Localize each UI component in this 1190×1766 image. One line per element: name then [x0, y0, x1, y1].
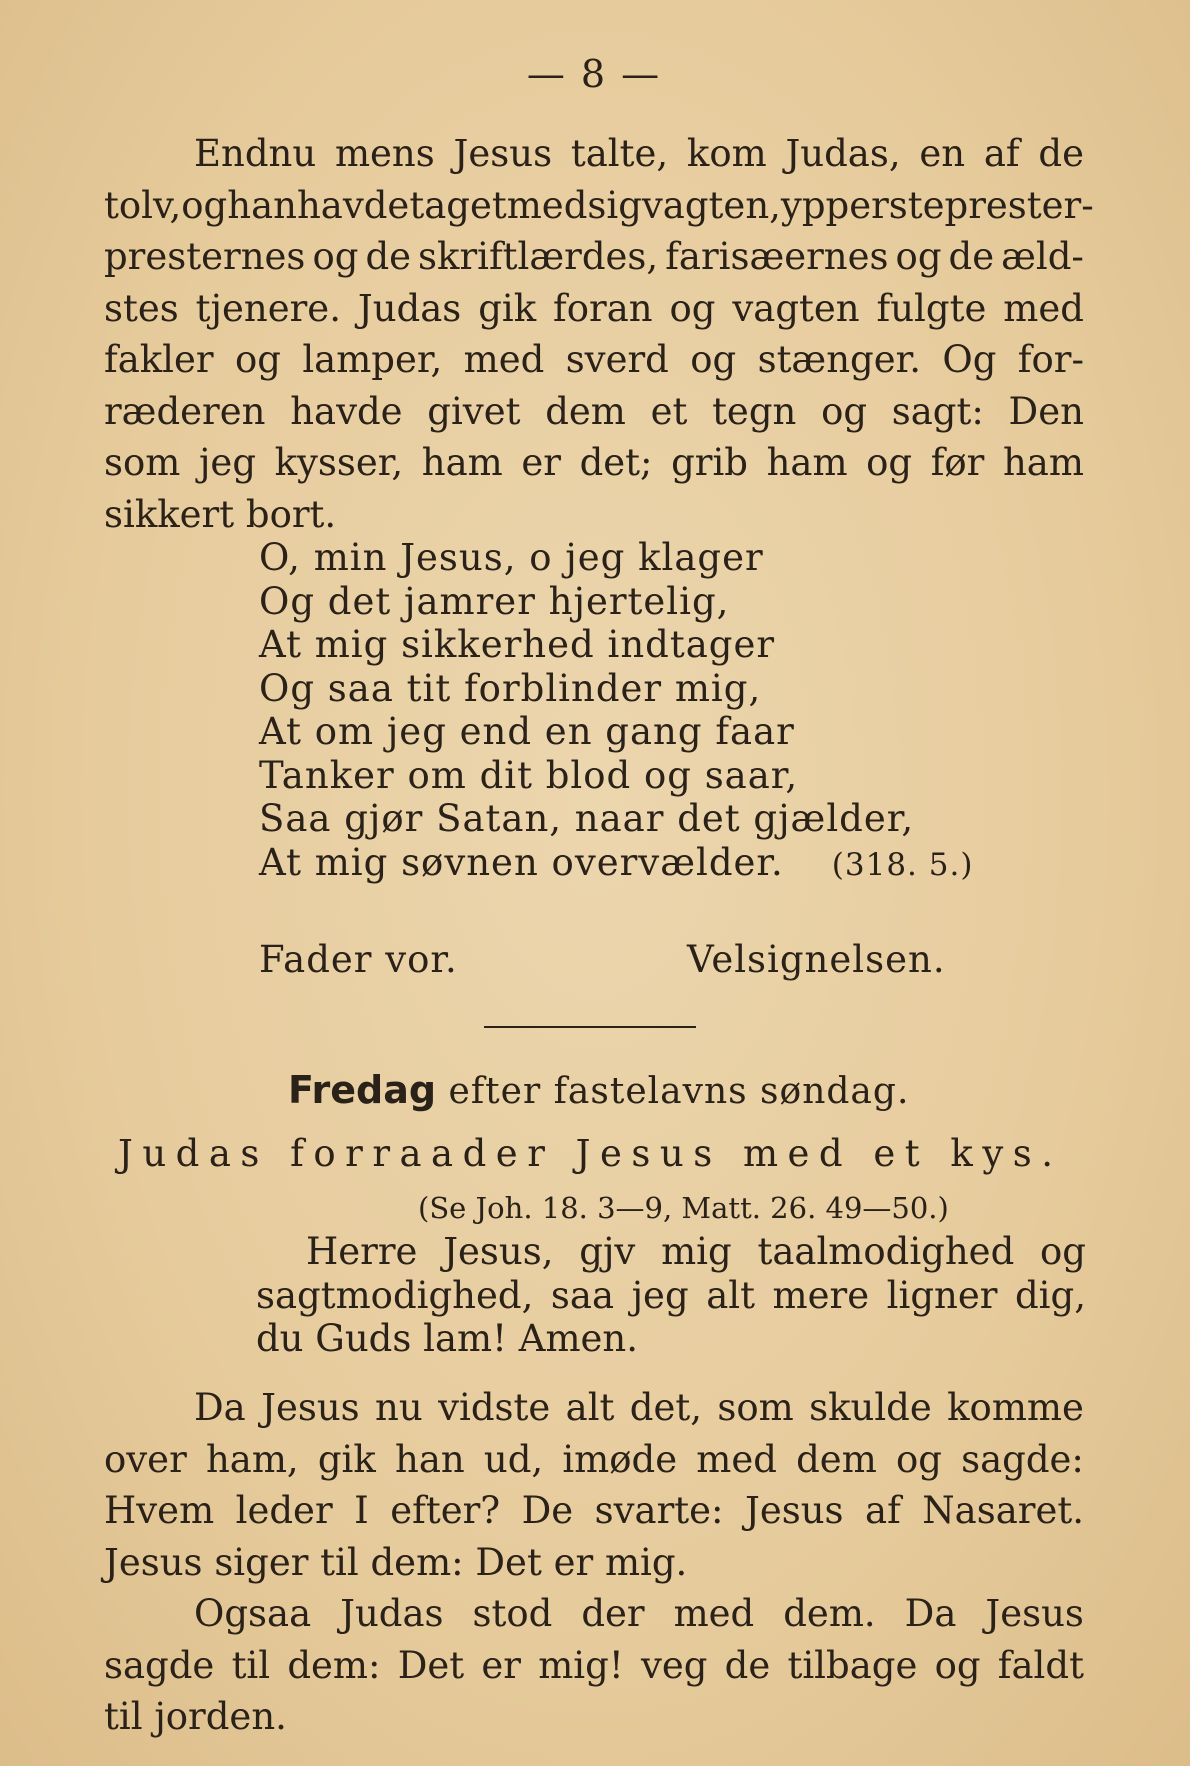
- word: sagde:: [961, 1437, 1084, 1481]
- passage-arrest-body: [104, 128, 1094, 540]
- word: farisæernes: [665, 235, 889, 278]
- word: som: [104, 441, 181, 484]
- word: de: [1038, 132, 1084, 175]
- word: til: [231, 1643, 271, 1687]
- word: et: [650, 389, 688, 433]
- velsignelsen-label: Velsignelsen.: [687, 938, 946, 981]
- word: han: [227, 183, 297, 227]
- text-line: [104, 1640, 1084, 1692]
- word: og: [934, 1643, 981, 1687]
- word: tolv,: [104, 183, 182, 227]
- hymn-line: At om jeg end en gang faar: [259, 710, 795, 753]
- word: Ogsaa: [194, 1592, 312, 1635]
- word: Jesus: [453, 132, 553, 175]
- word: havde: [296, 183, 410, 227]
- text-line: [104, 334, 1084, 386]
- word: skulde: [809, 1386, 932, 1429]
- word: og: [669, 286, 716, 330]
- word: af: [983, 132, 1020, 175]
- word: Guds: [315, 1317, 412, 1360]
- word: til: [320, 1540, 359, 1584]
- word: over: [104, 1437, 187, 1481]
- word: Det: [475, 1540, 542, 1584]
- word: bort.: [245, 492, 337, 536]
- word: stes: [104, 286, 179, 330]
- word: Da: [194, 1386, 246, 1429]
- word: før: [930, 441, 985, 484]
- hymn-reference: (318. 5.): [831, 846, 974, 883]
- text-line: [104, 1485, 1084, 1537]
- text-line: [104, 231, 1084, 283]
- word: ham,: [205, 1437, 299, 1481]
- section-heading: [288, 1068, 1088, 1114]
- prayer-line: [256, 1317, 1086, 1361]
- hymn-line: O, min Jesus, o jeg klager: [259, 536, 764, 579]
- word: ud,: [483, 1437, 544, 1481]
- word: Da: [904, 1592, 957, 1635]
- passage-whom-seek: [104, 1382, 1084, 1588]
- word: mig.: [604, 1540, 688, 1584]
- word: mig: [661, 1230, 732, 1273]
- word: dig,: [1015, 1273, 1086, 1317]
- word: du: [256, 1317, 304, 1360]
- word: veg: [640, 1643, 708, 1687]
- word: og: [821, 389, 868, 433]
- text-line: [104, 1691, 1084, 1743]
- word: dem:: [370, 1540, 464, 1584]
- word: Jesus: [985, 1592, 1084, 1635]
- text-line: [104, 1434, 1084, 1486]
- word: sikkert: [104, 492, 235, 536]
- prayer-line: [256, 1230, 1086, 1274]
- word: ligner: [886, 1273, 998, 1317]
- word: talte,: [570, 132, 669, 175]
- word: alt: [565, 1386, 615, 1429]
- section-title-rest: efter fastelavns søndag.: [448, 1071, 910, 1112]
- word: mig!: [538, 1643, 624, 1687]
- hymn-line: Og saa tit forblinder mig,: [259, 666, 762, 710]
- word: stod: [472, 1592, 553, 1635]
- word: alt: [706, 1273, 755, 1317]
- word: er: [481, 1643, 521, 1687]
- word: svarte:: [594, 1489, 724, 1532]
- text-line: [104, 180, 1094, 232]
- word: de: [365, 235, 412, 278]
- word: Jesus,: [443, 1230, 554, 1273]
- word: med: [506, 183, 588, 227]
- word: taget: [409, 183, 507, 227]
- word: ham: [1002, 441, 1084, 484]
- word: taalmodighed: [757, 1230, 1015, 1273]
- text-line: [104, 283, 1084, 335]
- word: der: [581, 1592, 645, 1635]
- word: vagten: [732, 286, 860, 330]
- word: Nasaret.: [922, 1489, 1084, 1532]
- word: ham: [766, 441, 848, 484]
- word: Den: [1008, 389, 1084, 433]
- word: og: [866, 441, 913, 484]
- word: siger: [214, 1540, 309, 1584]
- hymn-line: Saa gjør Satan, naar det gjælder,: [259, 797, 915, 840]
- word: Herre: [306, 1230, 418, 1273]
- word: Det: [397, 1643, 465, 1687]
- text-line: [104, 437, 1084, 489]
- word: Og: [942, 338, 997, 381]
- word: sagt:: [891, 389, 984, 433]
- hymn-verse: [259, 536, 1059, 887]
- word: med: [673, 1592, 755, 1635]
- word: vagten,: [641, 183, 781, 227]
- word: mens: [334, 132, 435, 175]
- word: Endnu: [194, 132, 317, 175]
- word: I: [354, 1489, 369, 1532]
- word: og: [181, 183, 228, 227]
- word: Judas: [357, 286, 462, 330]
- word: leder: [235, 1489, 333, 1532]
- word: Jesus: [261, 1386, 360, 1429]
- word: de: [724, 1643, 771, 1687]
- hymn-line: At mig sikkerhed indtager: [259, 623, 776, 666]
- hymn-line-last: [259, 841, 1059, 888]
- word: er: [553, 1540, 594, 1584]
- word: æld-: [1001, 235, 1084, 278]
- word: han: [394, 1437, 465, 1481]
- word: tegn: [712, 389, 797, 433]
- word: kom: [686, 132, 767, 175]
- word: ræderen: [104, 389, 266, 433]
- word: imøde: [562, 1437, 678, 1481]
- word: stænger.: [757, 338, 922, 381]
- text-line: [104, 1588, 1084, 1640]
- word: havde: [290, 389, 403, 433]
- word: De: [521, 1489, 574, 1532]
- word: og: [690, 338, 737, 381]
- book-page: [104, 40, 1094, 1740]
- word: til: [104, 1695, 143, 1738]
- word: presternes: [104, 235, 306, 278]
- word: dem:: [287, 1643, 381, 1687]
- passage-fell-back: [104, 1588, 1084, 1743]
- word: fulgte: [876, 286, 987, 330]
- word: det;: [579, 441, 653, 484]
- word: tjenere.: [195, 286, 341, 330]
- fader-vor-label: Fader vor.: [259, 938, 458, 981]
- word: gik: [317, 1437, 376, 1481]
- hymn-line: Og det jamrer hjertelig,: [259, 579, 730, 623]
- text-line: [104, 128, 1084, 180]
- section-divider: [484, 1026, 696, 1028]
- word: skriftlærdes,: [418, 235, 659, 278]
- word: mere: [772, 1273, 870, 1317]
- word: komme: [947, 1386, 1084, 1429]
- word: Jesus: [104, 1540, 203, 1584]
- word: som: [717, 1386, 794, 1429]
- word: vidste: [438, 1386, 551, 1429]
- word: og: [234, 338, 281, 381]
- word: fakler: [104, 338, 214, 381]
- word: og: [312, 235, 359, 278]
- section-day: Fredag: [288, 1068, 437, 1112]
- text-line: [104, 386, 1084, 438]
- word: Amen.: [518, 1317, 639, 1360]
- word: nu: [375, 1386, 423, 1429]
- word: med: [463, 338, 545, 381]
- word: jorden.: [154, 1695, 287, 1738]
- word: med: [1003, 286, 1084, 330]
- word: de: [948, 235, 995, 278]
- word: af: [865, 1489, 901, 1532]
- word: sagde: [104, 1643, 215, 1687]
- word: ham: [421, 441, 503, 484]
- word: og: [895, 235, 942, 278]
- word: Judas: [340, 1592, 444, 1635]
- word: dem.: [783, 1592, 876, 1635]
- text-line: [104, 1382, 1084, 1434]
- hymn-line: Tanker om dit blod og saar,: [259, 753, 799, 797]
- word: med: [696, 1437, 777, 1481]
- word: lamper,: [302, 338, 443, 381]
- word: foran: [553, 286, 653, 330]
- word: yppersteprester-: [780, 183, 1094, 227]
- word: en: [919, 132, 966, 175]
- word: gjv: [579, 1230, 636, 1273]
- page-number: — 8 —: [526, 52, 662, 96]
- opening-prayer: [256, 1230, 1086, 1361]
- word: for-: [1017, 338, 1084, 381]
- word: tilbage: [787, 1643, 918, 1687]
- word: Judas,: [785, 132, 901, 175]
- word: er: [521, 441, 561, 484]
- word: Jesus: [745, 1489, 844, 1532]
- word: sverd: [565, 338, 669, 381]
- section-subtitle: Judas forraader Jesus med et kys.: [118, 1132, 1063, 1175]
- word: lam!: [423, 1317, 507, 1360]
- word: grib: [671, 441, 748, 484]
- word: dem: [796, 1437, 877, 1481]
- text-line: [104, 1537, 1084, 1589]
- word: givet: [427, 389, 521, 433]
- word: jeg: [631, 1273, 689, 1317]
- word: sagtmodighed,: [256, 1273, 534, 1317]
- prayer-line: [256, 1274, 1086, 1318]
- word: sig: [587, 183, 642, 227]
- word: og: [895, 1437, 942, 1481]
- scripture-reference: (Se Joh. 18. 3—9, Matt. 26. 49—50.): [418, 1191, 949, 1225]
- word: og: [1040, 1230, 1086, 1273]
- hymn-line: At mig søvnen overvælder.: [259, 840, 784, 884]
- word: dem: [545, 389, 626, 433]
- word: faldt: [997, 1643, 1084, 1687]
- word: Hvem: [104, 1489, 215, 1532]
- word: saa: [550, 1273, 615, 1317]
- word: det,: [629, 1386, 702, 1429]
- word: jeg: [198, 441, 257, 484]
- word: efter?: [390, 1489, 501, 1532]
- word: kysser,: [274, 441, 404, 484]
- word: gik: [478, 286, 537, 330]
- text-line: [104, 489, 1084, 541]
